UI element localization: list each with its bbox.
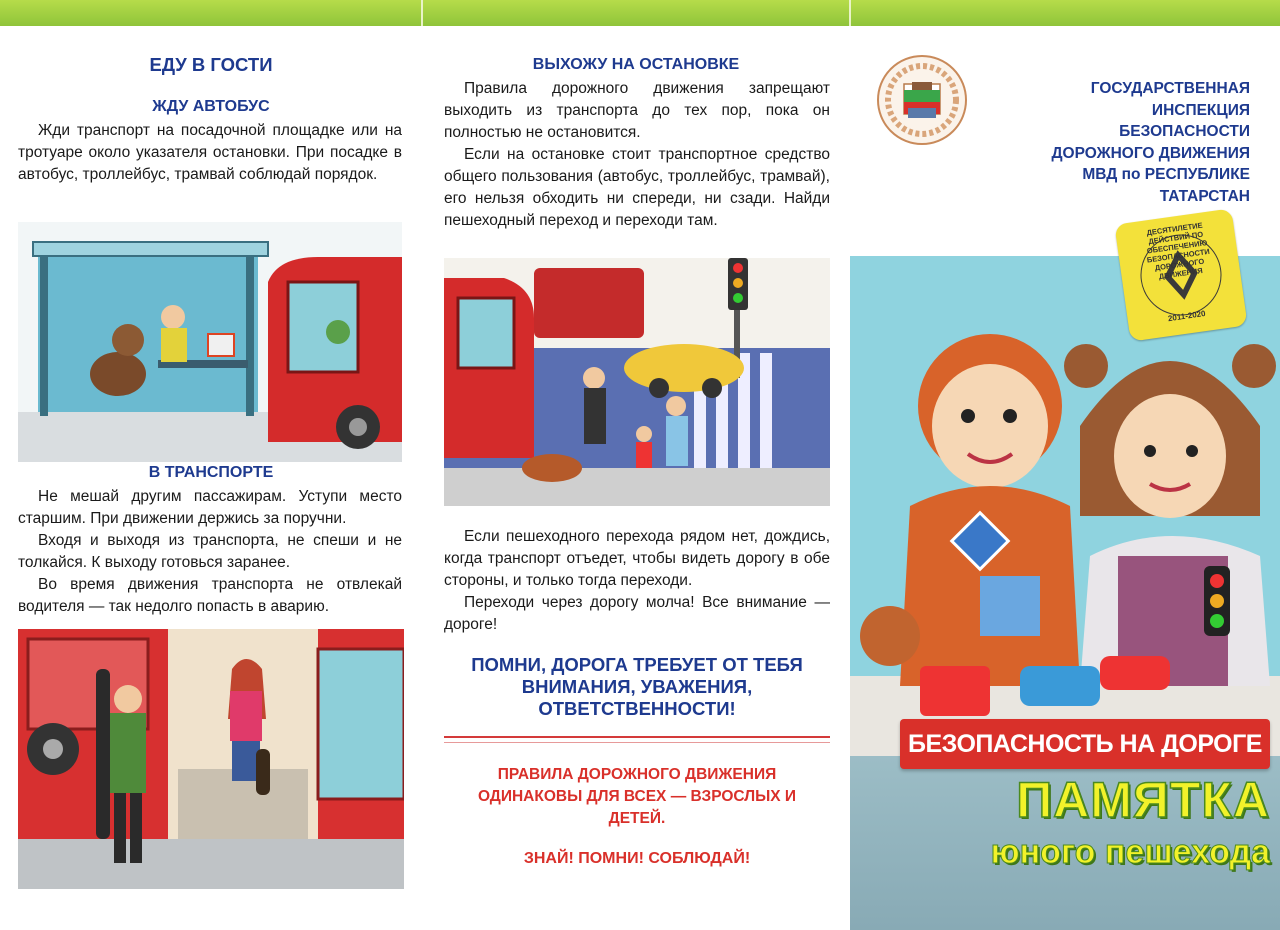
divider-line <box>444 742 830 743</box>
agency-line: ГОСУДАРСТВЕННАЯ <box>1090 80 1250 97</box>
section-text-bus <box>18 120 402 186</box>
banner-road-safety: БЕЗОПАСНОСТЬ НА ДОРОГЕ <box>900 719 1270 769</box>
decade-badge-icon <box>1114 208 1247 341</box>
section-title-bus: ЖДУ АВТОБУС <box>152 98 270 115</box>
cover-title: ПАМЯТКА <box>1016 772 1270 828</box>
illustration-in-bus <box>18 629 404 889</box>
panel-left <box>0 26 422 930</box>
agency-line: ДОРОЖНОГО ДВИЖЕНИЯ <box>1051 144 1250 162</box>
badge-years: 2011-2020 <box>1167 309 1207 324</box>
fold-line <box>849 0 851 26</box>
panel-title: ЕДУ В ГОСТИ <box>149 54 273 75</box>
paragraph: Не мешай другим пассажирам. Уступи место старшим. При движении держись за поручни. <box>18 488 402 527</box>
paragraph: Переходи через дорогу молча! Все внимание — дороге! <box>444 594 830 633</box>
agency-name <box>1010 78 1250 207</box>
illustration-bus-stop <box>18 222 402 462</box>
paragraph: Если пешеходного перехода рядом нет, дождись, когда транспорт отъедет, чтобы видеть дорогу в обе стороны, и только тогда переходи. <box>444 528 830 589</box>
cover-illustration <box>850 256 1280 756</box>
paragraph: Если на остановке стоит транспортное средство общего пользования (автобус, троллейбус, трамвай), его нельзя обходить ни спереди, ни сзади. Найди пешеходный переход и переходи там. <box>444 146 830 229</box>
section-text-crossing <box>444 526 830 636</box>
paragraph: Во время движения транспорта не отвлекай водителя — так недолго попасть в аварию. <box>18 576 402 615</box>
divider-line <box>444 736 830 738</box>
section-text-transport <box>18 486 402 618</box>
agency-line: БЕЗОПАСНОСТИ <box>1119 123 1250 140</box>
panel-cover <box>850 26 1280 930</box>
section-text-stop <box>444 78 830 232</box>
cover-subtitle: юного пешехода <box>990 833 1270 871</box>
paragraph: Жди транспорт на посадочной площадке или на тротуаре около указателя остановки. При посадке в автобус, троллейбус, трамвай соблюдай порядок. <box>18 122 402 183</box>
badge-text: ДЕСЯТИЛЕТИЕ ДЕЙСТВИЙ ПО ОБЕСПЕЧЕНИЮ БЕЗОПАСНОСТИ ДОРОЖНОГО ДВИЖЕНИЯ <box>1145 220 1211 282</box>
slogan-remember: ПОМНИ, ДОРОГА ТРЕБУЕТ ОТ ТЕБЯ ВНИМАНИЯ, УВАЖЕНИЯ, ОТВЕТСТВЕННОСТИ! <box>471 654 803 719</box>
gibdd-emblem-icon <box>874 52 970 148</box>
panel-title: ВЫХОЖУ НА ОСТАНОВКЕ <box>532 56 740 73</box>
fold-line <box>421 0 423 26</box>
section-title-transport: В ТРАНСПОРТЕ <box>148 464 274 481</box>
slogan-know-remember: ЗНАЙ! ПОМНИ! СОБЛЮДАЙ! <box>523 850 751 867</box>
paragraph: Входя и выходя из транспорта, не спеши и не толкайся. К выходу готовься заранее. <box>18 532 402 571</box>
panel-middle <box>422 26 850 930</box>
agency-line: ИНСПЕКЦИЯ <box>1151 101 1250 119</box>
agency-line: ТАТАРСТАН <box>1159 187 1250 205</box>
top-green-strip <box>0 0 1280 26</box>
slogan-rules-equal: ПРАВИЛА ДОРОЖНОГО ДВИЖЕНИЯ ОДИНАКОВЫ ДЛЯ ВСЕХ — ВЗРОСЛЫХ И ДЕТЕЙ. <box>477 766 797 827</box>
illustration-crossing <box>444 258 830 506</box>
agency-line: МВД по РЕСПУБЛИКЕ <box>1082 166 1250 183</box>
paragraph: Правила дорожного движения запрещают выходить из транспорта до тех пор, пока он полностью не остановится. <box>444 80 830 141</box>
